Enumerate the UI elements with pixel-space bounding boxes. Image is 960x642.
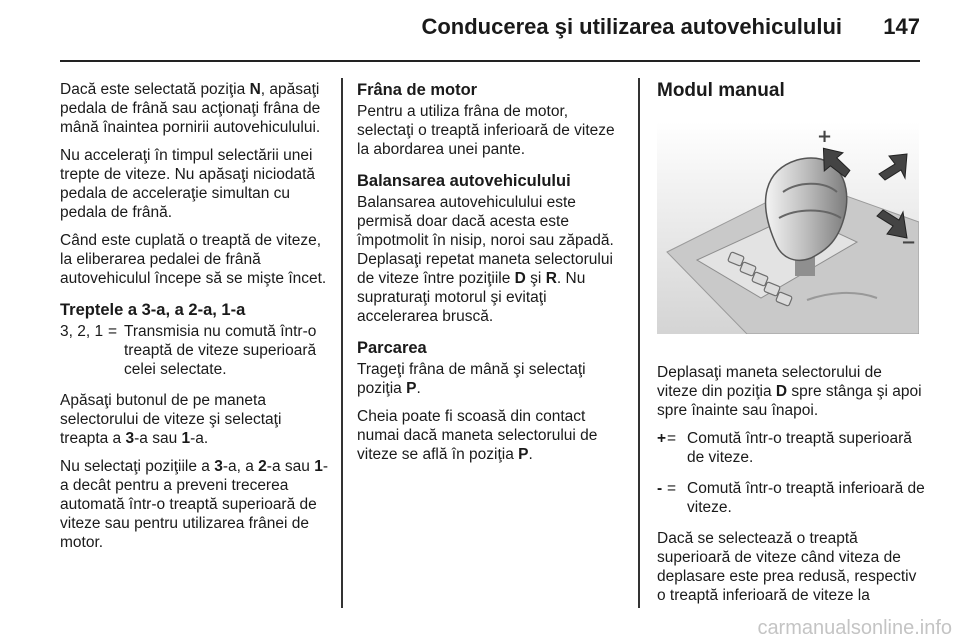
page-header [0, 0, 960, 62]
paragraph-rocking: Balansarea autovehiculului este permisă doar dacă acesta este împotmolit în nisip, noroi sau zăpadă. Deplasaţi repetat maneta selectorului de viteze între poziţiile D şi R. Nu supraturaţi motorul şi evitaţi accelerarea bruscă. [357, 194, 614, 325]
paragraph-manual: Deplasaţi maneta selectorului de viteze din poziţia D spre stânga şi apoi spre înainte sau înapoi. [657, 364, 922, 419]
paragraph-select-gear: Apăsaţi butonul de pe maneta selectorului de viteze şi selectaţi treapta a 3-a sau 1-a. [60, 392, 282, 447]
paragraph-key: Cheia poate fi scoasă din contact numai dacă maneta selectorului de viteze se află în poziţia P. [357, 408, 598, 463]
definition-minus: - = Comută într-o treaptă inferioară de viteze. [657, 480, 925, 516]
column-1 [60, 80, 328, 561]
watermark: carmanualsonline.info [757, 617, 952, 639]
heading-engine-brake: Frâna de motor [357, 81, 478, 99]
column-divider-1 [341, 78, 343, 608]
paragraph-gear-warning: Nu selectaţi poziţiile a 3-a, a 2-a sau 1-a decât pentru a preveni trecerea automată într-o treaptă superioară de viteze sau pentru utilizarea frânei de motor. [60, 458, 328, 551]
paragraph-neutral: Dacă este selectată poziţia N, apăsaţi pedala de frână sau acţionaţi frâna de mână înaintea pornirii autovehiculului. [60, 81, 321, 136]
paragraph-accelerate: Nu acceleraţi în timpul selectării unei trepte de viteze. Nu apăsaţi niciodată pedala de acceleraţie simultan cu pedala de frână. [60, 147, 316, 221]
plus-label: + [817, 126, 833, 147]
page-title: Conducerea şi utilizarea autovehiculului [421, 14, 842, 39]
heading-rocking: Balansarea autovehiculului [357, 172, 571, 190]
heading-parking: Parcarea [357, 339, 427, 357]
paragraph-parking: Trageţi frâna de mână şi selectaţi poziţia P. [357, 361, 586, 397]
column-3 [657, 80, 925, 614]
paragraph-shift-warning: Dacă se selectează o treaptă superioară de viteze când viteza de deplasare este prea redusă, respectiv o treaptă inferioară de viteze la [657, 530, 917, 604]
column-divider-2 [638, 78, 640, 608]
definition-plus: + = Comută într-o treaptă superioară de viteze. [657, 430, 912, 466]
definition-gears: 3, 2, 1 = Transmisia nu comută într-o treaptă de viteze superioară celei selectate. [60, 323, 317, 378]
paragraph-creep: Când este cuplată o treaptă de viteze, la eliberarea pedalei de frână autovehiculul începe să se mişte încet. [60, 232, 327, 287]
heading-manual-mode: Modul manual [657, 80, 785, 101]
heading-gears: Treptele a 3-a, a 2-a, 1-a [60, 301, 246, 319]
paragraph-engine-brake: Pentru a utiliza frâna de motor, selectaţi o treaptă inferioară de viteze la abordarea unei pante. [357, 103, 615, 158]
page-number: 147 [883, 14, 920, 39]
column-2 [357, 80, 625, 473]
header-rule [60, 60, 920, 62]
minus-label: − [901, 232, 917, 253]
gear-selector-illustration [657, 122, 919, 334]
